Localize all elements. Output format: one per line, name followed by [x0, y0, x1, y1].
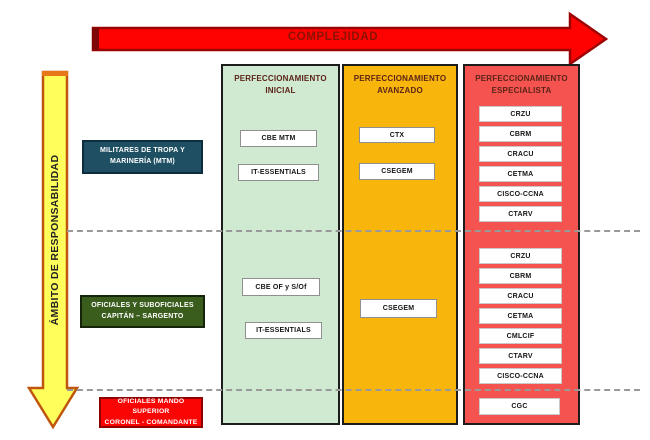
column-header-avanzado: PERFECCIONAMIENTO AVANZADO: [353, 74, 447, 95]
course-box-cbe-of: CBE OF y S/Of: [242, 278, 320, 296]
row-label-senior: [99, 397, 203, 428]
course-box-crzu-2: CRZU: [479, 248, 562, 264]
row-label-officers: [80, 295, 205, 328]
row-label-mtm: [82, 140, 203, 174]
row-label-senior-line1: OFICIALES MANDO SUPERIOR: [117, 397, 185, 416]
course-box-cisco-ccna-1: CISCO-CCNA: [479, 186, 562, 202]
column-perfeccionamiento-avanzado: [342, 64, 458, 425]
course-box-it-essentials-of: IT-ESSENTIALS: [245, 322, 322, 339]
course-box-cgc: CGC: [479, 398, 560, 415]
course-box-cbrm-2: CBRM: [479, 268, 562, 284]
column-perfeccionamiento-inicial: [221, 64, 340, 425]
course-box-cetma-1: CETMA: [479, 166, 562, 182]
course-box-crzu-1: CRZU: [479, 106, 562, 122]
complexity-label: COMPLEJIDAD: [287, 31, 379, 43]
row-divider-officers-senior: [67, 389, 640, 391]
row-label-officers-line1: OFICIALES Y SUBOFICIALES: [91, 301, 194, 309]
course-box-ctarv-2: CTARV: [479, 348, 562, 364]
row-label-senior-line2: CORONEL - COMANDANTE: [104, 418, 198, 426]
course-box-ctx: CTX: [359, 127, 435, 143]
course-box-it-essentials-mtm: IT-ESSENTIALS: [238, 164, 319, 181]
course-box-csegem-mtm: CSEGEM: [359, 163, 435, 180]
column-header-especialista: PERFECCIONAMIENTO ESPECIALISTA: [475, 74, 568, 95]
row-label-officers-line2: CAPITÁN – SARGENTO: [101, 312, 184, 320]
responsibility-label: ÁMBITO DE RESPONSABILIDAD: [49, 154, 61, 326]
column-header-inicial: PERFECCIONAMIENTO INICIAL: [234, 74, 327, 95]
course-box-cisco-ccna-2: CISCO-CCNA: [479, 368, 562, 384]
row-label-mtm-line2: MARINERÍA (MTM): [110, 158, 175, 165]
course-box-cetma-2: CETMA: [479, 308, 562, 324]
course-box-cmlcif: CMLCIF: [479, 328, 562, 344]
row-divider-mtm-officers: [67, 230, 640, 232]
course-box-cracu-2: CRACU: [479, 288, 562, 304]
course-box-cbe-mtm: CBE MTM: [240, 130, 317, 147]
course-box-csegem-of: CSEGEM: [360, 299, 437, 318]
course-box-cracu-1: CRACU: [479, 146, 562, 162]
responsibility-arrow: [20, 62, 110, 440]
course-box-cbrm-1: CBRM: [479, 126, 562, 142]
row-label-mtm-line1: MILITARES DE TROPA Y: [99, 147, 186, 155]
course-box-ctarv-1: CTARV: [479, 206, 562, 222]
